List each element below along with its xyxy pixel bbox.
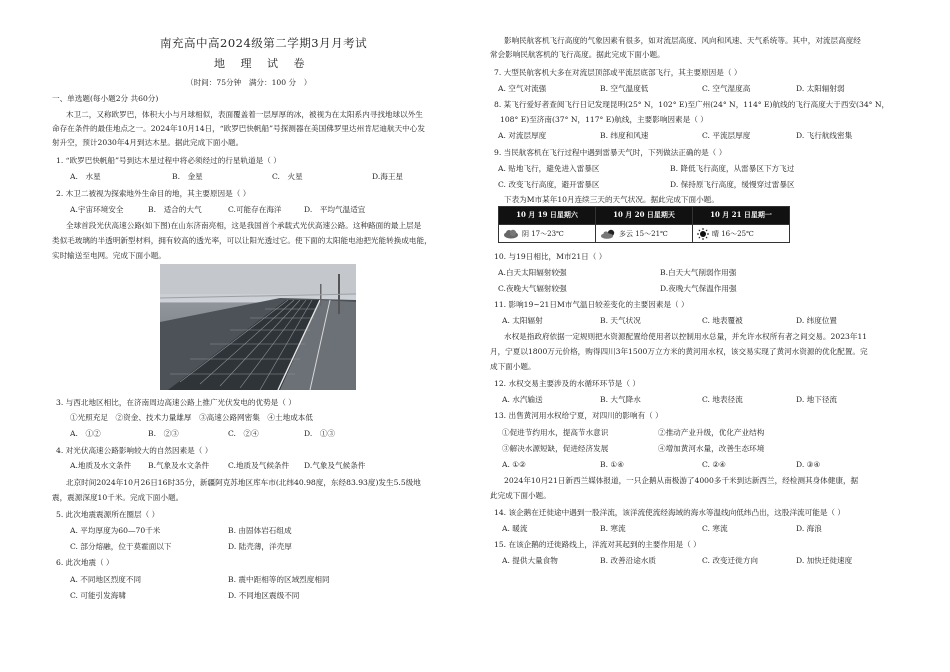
passage-line: 2024年10月21日新西兰媒体报道，一只企鹅从南极游了4000多千米到达新西兰，经检测其身体健康，据 [504,476,859,485]
q3-option-d[interactable]: D. ①③ [304,429,336,438]
question-13-stem: 13. 出售黄河用水权给宁夏，对四川的影响有（ ） [494,411,663,420]
q3-option-b[interactable]: B. ②③ [148,429,179,438]
weather-cell [693,225,790,243]
q5-option-c[interactable]: C. 部分熔融，位于莫霍面以下 [70,542,172,551]
q1-option-d[interactable]: D.海王星 [372,172,404,181]
q11-option-b[interactable]: B. 天气状况 [600,316,641,325]
solar-highway-illustration [160,264,356,390]
passage-line: 月，宁夏以1800万元价格，购得四川3年1500万立方米的黄河用水权，该交易实现了黄河水资源的优化配置。完 [490,347,868,356]
question-8-stem: 8. 某飞行爱好者查阅飞行日记发现昆明(25° N，102° E)至广州(24° N，114° E)航线的飞行高度大于西安(34° N， [494,100,890,109]
weather-condition: 阴 17～23℃ [522,229,564,238]
solar-highway-photo [160,264,356,390]
q15-option-d[interactable]: D. 加快迁徙速度 [796,556,853,565]
question-8-stem-cont: 108° E)至济南(37° N，117° E)航线，主要影响因素是（ ） [500,115,708,124]
q10-option-d[interactable]: D.夜晚大气保温作用强 [660,284,737,293]
question-12-stem: 12. 水权交易主要涉及的水循环环节是（ ） [494,379,640,388]
q13-option-c[interactable]: C. ②④ [702,460,726,469]
q3-option-c[interactable]: C. ②④ [228,429,259,438]
q9-option-a[interactable]: A. 贴地飞行，避免进入雷暴区 [498,164,600,173]
weather-day-header: 10 月 19 日星期六 [499,207,596,225]
passage-line: 射升空，预计2030年4月到达木星。据此完成下面小题。 [52,138,244,147]
q2-option-c[interactable]: C.可能存在海洋 [228,205,282,214]
question-4-stem: 4. 对光伏高速公路影响较大的自然因素是（ ） [56,446,213,455]
passage-line: 震，震源深度10千米。完成下面小题。 [52,493,184,502]
q6-option-b[interactable]: B. 震中距相等的区域烈度相同 [228,575,330,584]
q12-option-a[interactable]: A. 水汽输送 [502,395,543,404]
weather-condition: 晴 16～25℃ [712,229,754,238]
q2-option-b[interactable]: B. 适合的大气 [148,205,202,214]
exam-title: 南充高中高2024级第二学期3月月考试 [160,36,368,50]
q13-item: ①促进节约用水，提高节水意识 [502,428,609,437]
question-10-stem: 10. 与19日相比，M市21日（ ） [494,252,607,261]
q13-item: ④增加黄河水量，改善生态环境 [658,444,765,453]
q1-option-a[interactable]: A. 水星 [70,172,101,181]
partly-cloudy-icon [600,229,616,239]
passage-line: 此完成下面小题。 [490,491,551,500]
passage-line: 影响民航客机飞行高度的气象因素有很多，如对流层高度、风向和风速、天气系统等。其中，对流层高度经 [504,36,861,45]
passage-line: 北京时间2024年10月26日16时35分，新疆阿克苏地区库车市(北纬40.98度，东经83.93度)发生5.5级地 [66,478,421,487]
q7-option-c[interactable]: C. 空气湿度高 [702,84,751,93]
passage-line: 常会影响民航客机的飞行高度。据此完成下面小题。 [490,50,665,59]
q13-item: ②推动产业升级，优化产业结构 [658,428,765,437]
q2-option-d[interactable]: D. 平均气温适宜 [304,205,366,214]
question-5-stem: 5. 此次地震震源所在圈层（ ） [56,510,160,519]
q3-items: ①光照充足 ②资金、技术力量雄厚 ③高速公路网密集 ④土地成本低 [70,413,313,422]
weather-cell [596,225,693,243]
q11-option-d[interactable]: D. 纬度位置 [796,316,838,325]
q5-option-a[interactable]: A. 平均厚度为60—70千米 [70,526,161,535]
sunny-icon [697,228,709,240]
q5-option-d[interactable]: D. 陆壳薄，洋壳厚 [228,542,292,551]
question-15-stem: 15. 在该企鹅的迁徙路线上，洋流对其起到的主要作用是（ ） [494,540,701,549]
q1-option-c[interactable]: C. 火星 [272,172,303,181]
weather-day-header: 10 月 21 日星期一 [693,207,790,225]
q8-option-b[interactable]: B. 纬度和风速 [600,131,649,140]
passage-line: 类似毛玻璃的半透明新型材料，拥有较高的透光率，可以让阳光透过它。使下面的太阳能电池把光能转换成电能， [52,236,432,245]
q15-option-c[interactable]: C. 改变迁徙方向 [702,556,758,565]
q6-option-d[interactable]: D. 不同地区震级不同 [228,591,300,600]
q13-option-a[interactable]: A. ①② [502,460,526,469]
passage-line: 实时输送至电网。完成下面小题。 [52,251,166,260]
weather-intro: 下表为M市某年10月连续三天的天气状况。据此完成下面小题。 [504,195,719,204]
q15-option-a[interactable]: A. 提供大量食物 [502,556,558,565]
q15-option-b[interactable]: B. 改善沿途水质 [600,556,656,565]
q9-option-c[interactable]: C. 改变飞行高度，避开雷暴区 [498,180,600,189]
q8-option-d[interactable]: D. 飞行航线密集 [796,131,853,140]
passage-line: 水权是指政府依据一定规则把水资源配置给使用者以控制用水总量，并允许水权所有者之间交易。2023年11 [504,332,868,341]
q1-option-b[interactable]: B. 金星 [172,172,203,181]
q9-option-b[interactable]: B. 降低飞行高度，从雷暴区下方飞过 [670,164,795,173]
question-14-stem: 14. 该企鹅在迁徙途中遇到一股洋流，该洋流使流经海域的海水等温线向低纬凸出，这股洋流可能是（ ） [494,508,846,517]
q11-option-a[interactable]: A. 太阳辐射 [502,316,543,325]
q13-option-d[interactable]: D. ③④ [796,460,821,469]
q11-option-c[interactable]: C. 地表覆被 [702,316,743,325]
exam-meta: （时间：75分钟 满分：100 分 ） [186,78,312,87]
section-heading: 一、单选题(每小题2分 共60分) [52,94,159,103]
q10-option-a[interactable]: A.白天太阳辐射较强 [498,268,567,277]
question-1-stem: 1. “欧罗巴快帆船”号到达木星过程中将必须经过的行星轨道是（ ） [56,156,281,165]
q10-option-c[interactable]: C.夜晚大气辐射较强 [498,284,567,293]
passage-line: 成下面小题。 [490,362,536,371]
q2-option-a[interactable]: A.宇宙环境安全 [70,205,124,214]
passage-line: 木卫二，又称欧罗巴，体积大小与月球相似，表面覆盖着一层厚厚的冰，被视为在太阳系内寻找地球以外生 [66,110,423,119]
q14-option-d[interactable]: D. 海浪 [796,524,822,533]
q6-option-c[interactable]: C. 可能引发海啸 [70,591,126,600]
question-2-stem: 2. 木卫二被视为探索地外生命目的地，其主要原因是（ ） [56,189,251,198]
weather-cell [499,225,596,243]
q12-option-b[interactable]: B. 大气降水 [600,395,641,404]
q4-option-a[interactable]: A.地质及水文条件 [70,461,132,470]
weather-condition: 多云 15～21℃ [619,229,668,238]
q4-option-b[interactable]: B.气象及水文条件 [148,461,210,470]
q3-option-a[interactable]: A. ①② [70,429,101,438]
q9-option-d[interactable]: D. 保持原飞行高度，缓慢穿过雷暴区 [670,180,795,189]
q5-option-b[interactable]: B. 由固体岩石组成 [228,526,292,535]
q10-option-b[interactable]: B.白天大气削弱作用强 [660,268,737,277]
q12-option-c[interactable]: C. 地表径流 [702,395,743,404]
question-7-stem: 7. 大型民航客机大多在对流层顶部或平流层底部飞行，其主要原因是（ ） [494,68,742,77]
q7-option-a[interactable]: A. 空气对流强 [498,84,547,93]
q14-option-c[interactable]: C. 寒流 [702,524,728,533]
weather-day-header: 10 月 20 日星期天 [596,207,693,225]
weather-table [498,206,790,243]
q13-option-b[interactable]: B. ①④ [600,460,625,469]
q13-item: ③解决水源短缺，促进经济发展 [502,444,609,453]
q4-option-c[interactable]: C.地质及气候条件 [228,461,290,470]
q4-option-d[interactable]: D.气象及气候条件 [304,461,366,470]
q7-option-d[interactable]: D. 太阳辐射弱 [796,84,845,93]
passage-line: 全球首段光伏高速公路(如下图)在山东济南亮相，这是我国首个承载式光伏高速公路。这种路面的最上层是 [66,221,422,230]
q8-option-c[interactable]: C. 平流层厚度 [702,131,751,140]
q8-option-a[interactable]: A. 对流层厚度 [498,131,547,140]
overcast-icon [503,229,519,239]
q7-option-b[interactable]: B. 空气温度低 [600,84,649,93]
q12-option-d[interactable]: D. 地下径流 [796,395,838,404]
question-11-stem: 11. 影响19~21日M市气温日较差变化的主要因素是（ ） [494,300,689,309]
question-3-stem: 3. 与西北地区相比，在济南周边高速公路上推广光伏发电的优势是（ ） [56,398,296,407]
passage-line: 命存在条件的最佳地点之一。2024年10月14日，“欧罗巴快帆船”号探测器在美国佛罗里达州肯尼迪航天中心发 [52,124,425,133]
question-9-stem: 9. 当民航客机在飞行过程中遇到雷暴天气时，下列做法正确的是（ ） [494,148,727,157]
q6-option-a[interactable]: A. 不同地区烈度不同 [70,575,142,584]
q14-option-a[interactable]: A. 暖流 [502,524,528,533]
q14-option-b[interactable]: B. 寒流 [600,524,626,533]
exam-subtitle: 地 理 试 卷 [214,57,311,70]
question-6-stem: 6. 此次地震（ ） [56,558,114,567]
